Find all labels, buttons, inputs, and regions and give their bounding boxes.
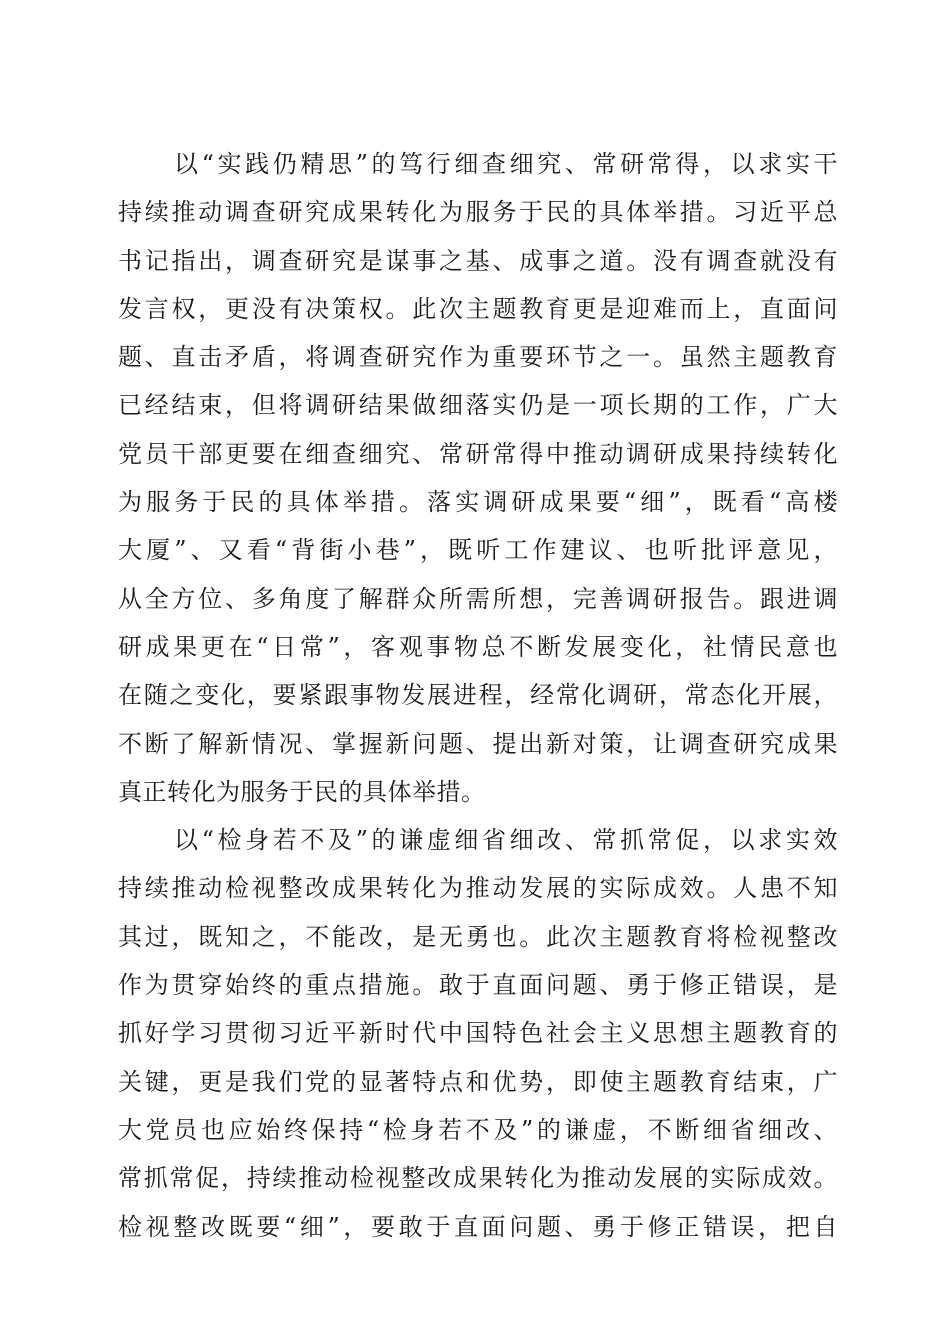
text-line: 其过，既知之，不能改，是无勇也。此次主题教育将检视整改 bbox=[118, 922, 838, 951]
paragraph-2 bbox=[118, 816, 838, 1251]
text-line: 不断了解新情况、掌握新问题、提出新对策，让调查研究成果 bbox=[118, 729, 838, 758]
text-line: 以“检身若不及”的谦虚细省细改、常抓常促，以求实效 bbox=[174, 826, 838, 855]
text-line: 关键，更是我们党的显著特点和优势，即使主题教育结束，广 bbox=[118, 1067, 838, 1096]
text-line: 抓好学习贯彻习近平新时代中国特色社会主义思想主题教育的 bbox=[118, 1019, 838, 1048]
text-line: 持续推动检视整改成果转化为推动发展的实际成效。人患不知 bbox=[118, 874, 838, 903]
text-line: 研成果更在“日常”，客观事物总不断发展变化，社情民意也 bbox=[118, 632, 838, 661]
text-line: 真正转化为服务于民的具体举措。 bbox=[118, 777, 486, 806]
text-line: 为服务于民的具体举措。落实调研成果要“细”，既看“高楼 bbox=[118, 488, 838, 517]
text-line: 题、直击矛盾，将调查研究作为重要环节之一。虽然主题教育 bbox=[118, 343, 838, 372]
document-body bbox=[118, 140, 838, 1251]
text-line: 从全方位、多角度了解群众所需所想，完善调研报告。跟进调 bbox=[118, 584, 838, 613]
text-line: 大厦”、又看“背街小巷”，既听工作建议、也听批评意见， bbox=[118, 536, 838, 565]
text-line: 作为贯穿始终的重点措施。敢于直面问题、勇于修正错误，是 bbox=[118, 971, 838, 1000]
text-line: 以“实践仍精思”的笃行细查细究、常研常得，以求实干 bbox=[174, 150, 838, 178]
text-line: 检视整改既要“细”，要敢于直面问题、勇于修正错误，把自 bbox=[118, 1212, 838, 1241]
text-line: 发言权，更没有决策权。此次主题教育更是迎难而上，直面问 bbox=[118, 294, 838, 323]
paragraph-1 bbox=[118, 140, 838, 816]
text-line: 大党员也应始终保持“检身若不及”的谦虚，不断细省细改、 bbox=[118, 1115, 838, 1144]
text-line: 已经结束，但将调研结果做细落实仍是一项长期的工作，广大 bbox=[118, 391, 838, 420]
text-line: 常抓常促，持续推动检视整改成果转化为推动发展的实际成效。 bbox=[118, 1164, 838, 1193]
text-line: 持续推动调查研究成果转化为服务于民的具体举措。习近平总 bbox=[118, 198, 838, 227]
text-line: 书记指出，调查研究是谋事之基、成事之道。没有调查就没有 bbox=[118, 246, 838, 275]
text-line: 在随之变化，要紧跟事物发展进程，经常化调研，常态化开展， bbox=[118, 681, 838, 710]
text-line: 党员干部更要在细查细究、常研常得中推动调研成果持续转化 bbox=[118, 439, 838, 468]
